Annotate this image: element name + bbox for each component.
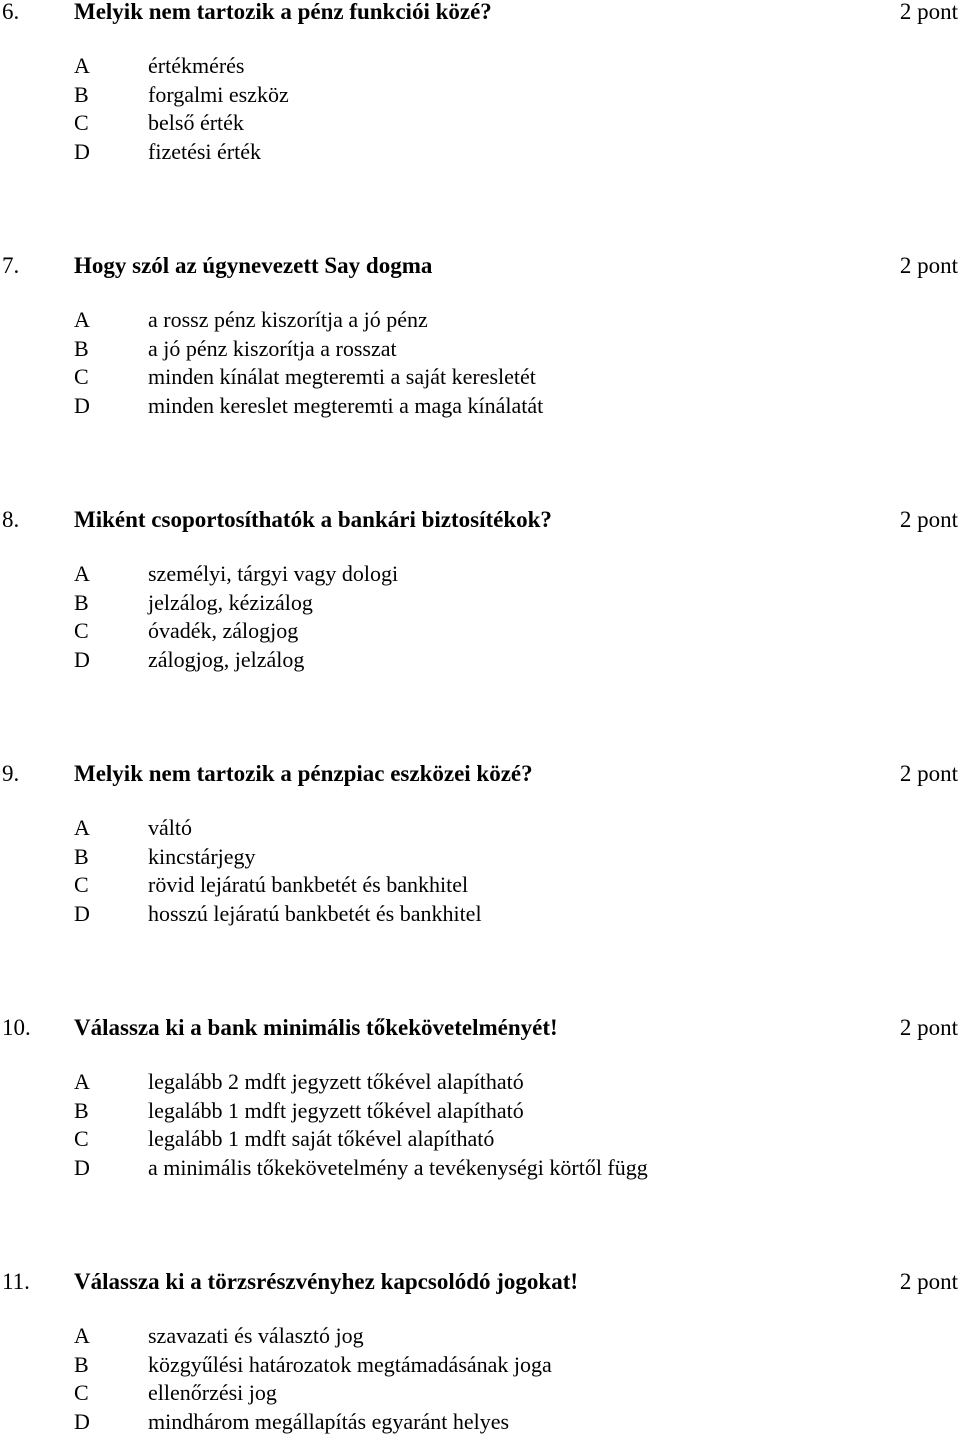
option-text: rövid lejáratú bankbetét és bankhitel — [148, 872, 469, 897]
question-header — [0, 1012, 960, 1044]
option-b — [0, 335, 960, 364]
option-text: legalább 2 mdft jegyzett tőkével alapítható — [148, 1069, 524, 1094]
option-b — [0, 843, 960, 872]
option-letter: A — [74, 1323, 90, 1348]
option-list — [0, 1322, 960, 1436]
option-text: legalább 1 mdft saját tőkével alapítható — [148, 1126, 495, 1151]
option-text: mindhárom megállapítás egyaránt helyes — [148, 1408, 510, 1434]
option-c — [0, 871, 960, 900]
question-11 — [0, 1266, 960, 1436]
option-text: értékmérés — [148, 53, 245, 78]
question-text: Miként csoportosíthatók a bankári biztosítékok? — [74, 507, 552, 532]
option-letter: A — [74, 815, 90, 840]
question-header — [0, 250, 960, 282]
option-text: kincstárjegy — [148, 843, 256, 869]
option-letter: B — [74, 589, 89, 615]
option-d — [0, 1408, 960, 1437]
option-d — [0, 392, 960, 421]
option-text: forgalmi eszköz — [148, 81, 289, 107]
option-d — [0, 1154, 960, 1183]
option-b — [0, 81, 960, 110]
option-text: legalább 1 mdft jegyzett tőkével alapítható — [148, 1097, 524, 1123]
option-letter: A — [74, 1069, 90, 1094]
option-d — [0, 138, 960, 167]
question-points: 2 pont — [899, 761, 958, 786]
question-6 — [0, 0, 960, 166]
option-letter: C — [74, 1380, 89, 1405]
option-b — [0, 1351, 960, 1380]
question-number: 11. — [2, 1269, 30, 1294]
question-points: 2 pont — [899, 1269, 958, 1294]
option-c — [0, 109, 960, 138]
option-letter: D — [74, 1408, 90, 1434]
option-letter: B — [74, 81, 89, 107]
question-number: 6. — [2, 0, 20, 24]
option-letter: D — [74, 138, 90, 164]
option-letter: B — [74, 335, 89, 361]
question-points: 2 pont — [899, 0, 958, 24]
option-text: minden kínálat megteremti a saját keresletét — [148, 364, 536, 389]
question-9 — [0, 758, 960, 928]
option-a — [0, 1068, 960, 1097]
option-letter: C — [74, 110, 89, 135]
option-letter: B — [74, 1097, 89, 1123]
option-text: személyi, tárgyi vagy dologi — [148, 561, 399, 586]
question-number: 8. — [2, 507, 20, 532]
question-text: Válassza ki a bank minimális tőkekövetelményét! — [74, 1015, 558, 1040]
option-c — [0, 1125, 960, 1154]
option-a — [0, 814, 960, 843]
option-letter: C — [74, 364, 89, 389]
option-letter: D — [74, 900, 90, 926]
option-c — [0, 617, 960, 646]
question-text: Hogy szól az úgynevezett Say dogma — [74, 253, 433, 278]
option-letter: B — [74, 843, 89, 869]
option-letter: C — [74, 1126, 89, 1151]
option-list — [0, 814, 960, 928]
question-text: Válassza ki a törzsrészvényhez kapcsolódó jogokat! — [74, 1269, 579, 1294]
option-letter: C — [74, 618, 89, 643]
question-points: 2 pont — [899, 1015, 958, 1040]
option-d — [0, 646, 960, 675]
question-header — [0, 758, 960, 790]
question-10 — [0, 1012, 960, 1182]
question-text: Melyik nem tartozik a pénzpiac eszközei közé? — [74, 761, 533, 786]
option-text: zálogjog, jelzálog — [148, 646, 305, 672]
option-c — [0, 363, 960, 392]
option-letter: D — [74, 646, 90, 672]
option-a — [0, 306, 960, 335]
option-text: minden kereslet megteremti a maga kínálatát — [148, 392, 544, 418]
option-text: ellenőrzési jog — [148, 1380, 277, 1405]
option-text: belső érték — [148, 110, 244, 135]
option-letter: C — [74, 872, 89, 897]
option-letter: D — [74, 392, 90, 418]
option-text: fizetési érték — [148, 138, 261, 164]
option-text: óvadék, zálogjog — [148, 618, 299, 643]
option-list — [0, 1068, 960, 1182]
option-list — [0, 306, 960, 420]
option-text: a minimális tőkekövetelmény a tevékenységi körtől függ — [148, 1154, 648, 1180]
question-text: Melyik nem tartozik a pénz funkciói közé? — [74, 0, 492, 24]
option-b — [0, 1097, 960, 1126]
option-a — [0, 560, 960, 589]
option-letter: A — [74, 561, 90, 586]
question-8 — [0, 504, 960, 674]
option-list — [0, 560, 960, 674]
option-text: a jó pénz kiszorítja a rosszat — [148, 335, 397, 361]
option-text: közgyűlési határozatok megtámadásának joga — [148, 1351, 552, 1377]
option-b — [0, 589, 960, 618]
option-c — [0, 1379, 960, 1408]
question-header — [0, 1266, 960, 1298]
question-points: 2 pont — [899, 507, 958, 532]
question-number: 10. — [2, 1015, 31, 1040]
option-text: szavazati és választó jog — [148, 1323, 364, 1348]
option-letter: A — [74, 307, 90, 332]
option-letter: A — [74, 53, 90, 78]
option-text: jelzálog, kézizálog — [148, 589, 313, 615]
option-a — [0, 1322, 960, 1351]
question-number: 9. — [2, 761, 20, 786]
option-text: váltó — [148, 815, 192, 840]
option-d — [0, 900, 960, 929]
question-header — [0, 0, 960, 28]
question-points: 2 pont — [899, 253, 958, 278]
question-header — [0, 504, 960, 536]
option-letter: D — [74, 1154, 90, 1180]
option-text: hosszú lejáratú bankbetét és bankhitel — [148, 900, 482, 926]
option-text: a rossz pénz kiszorítja a jó pénz — [148, 307, 428, 332]
question-number: 7. — [2, 253, 20, 278]
option-list — [0, 52, 960, 166]
option-letter: B — [74, 1351, 89, 1377]
question-7 — [0, 250, 960, 420]
option-a — [0, 52, 960, 81]
